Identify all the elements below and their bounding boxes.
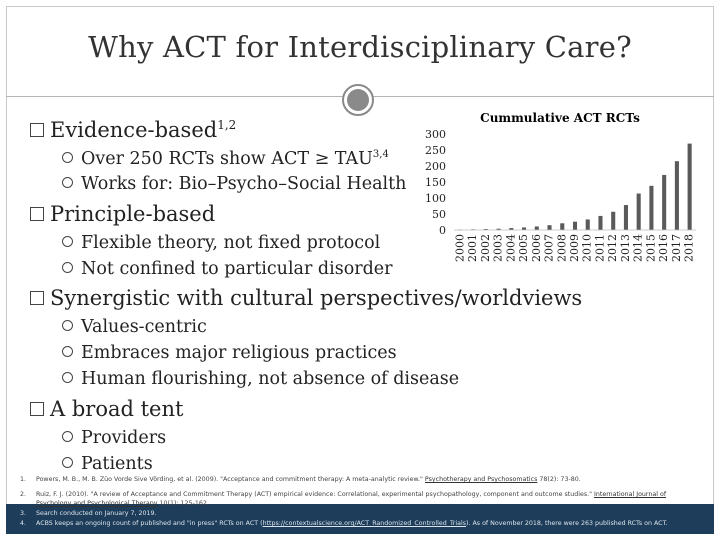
- bullet-text: Principle-based: [50, 202, 216, 226]
- bullet-over-250-rcts: [62, 149, 389, 169]
- y-tick-label: 0: [439, 224, 446, 237]
- bullet-synergistic: [30, 286, 582, 310]
- footnote-2-cont: [20, 500, 209, 507]
- circle-bullet-icon: [62, 431, 73, 442]
- bar-2014: [637, 194, 641, 230]
- bullet-text: A broad tent: [50, 397, 184, 421]
- bullet-text: Not confined to particular disorder: [81, 259, 393, 279]
- rct-bar-chart: [410, 108, 700, 268]
- bar-2013: [624, 205, 628, 230]
- footnote-number: 2.: [20, 491, 27, 498]
- bar-2015: [649, 186, 653, 230]
- x-tick-label: 2001: [466, 234, 480, 262]
- y-tick-label: 50: [432, 208, 446, 221]
- bar-2008: [560, 223, 564, 230]
- bullet-patients: [62, 454, 153, 474]
- circle-bullet-icon: [62, 262, 73, 273]
- x-tick-label: 2018: [682, 234, 696, 262]
- bullet-text: Synergistic with cultural perspectives/worldviews: [50, 286, 583, 310]
- x-tick-label: 2015: [644, 234, 658, 262]
- circle-bullet-icon: [62, 177, 73, 188]
- bullet-text: Evidence-based: [50, 118, 218, 142]
- circle-bullet-icon: [62, 320, 73, 331]
- citation-superscript: 3,4: [372, 149, 389, 161]
- divider-circle-ornament: [342, 84, 374, 116]
- circle-bullet-icon: [62, 372, 73, 383]
- bar-series: [458, 144, 691, 231]
- citation-superscript: 1,2: [217, 118, 237, 132]
- bullet-human-flourishing: [62, 369, 459, 389]
- x-tick-label: 2005: [517, 234, 531, 262]
- footnote-text: Ruiz, F. J. (2010). "A review of Acceptance and Commitment Therapy (ACT) empirical evidence: Correlational, experimental psychopathology, component and outcome studies.": [36, 491, 595, 498]
- footnote-journal-link[interactable]: Psychology and Psychological Therapy: [36, 500, 158, 507]
- x-tick-label: 2004: [504, 234, 518, 262]
- y-tick-label: 300: [425, 128, 446, 141]
- x-tick-label: 2007: [542, 234, 556, 262]
- x-axis: [453, 230, 696, 262]
- footnote-text-after: 78(2): 73-80.: [537, 476, 581, 483]
- bullet-text: Works for: Bio–Psycho–Social Health: [81, 174, 407, 194]
- bullet-values-centric: [62, 317, 207, 337]
- footnote-journal-link[interactable]: Psychotherapy and Psychosomatics: [424, 476, 538, 483]
- x-tick-label: 2011: [593, 234, 607, 262]
- x-tick-label: 2000: [453, 234, 467, 262]
- bar-2018: [688, 144, 692, 230]
- footnote-3: [20, 510, 157, 517]
- footnote-2: [20, 491, 666, 498]
- x-tick-label: 2010: [580, 234, 594, 262]
- bullet-principle-based: [30, 202, 215, 226]
- bullet-text: Flexible theory, not fixed protocol: [81, 233, 381, 253]
- square-bullet-icon: [30, 402, 44, 416]
- bar-2010: [586, 219, 590, 230]
- footnote-1: [20, 476, 581, 483]
- bullet-text: Over 250 RCTs show ACT ≥ TAU: [81, 149, 373, 169]
- square-bullet-icon: [30, 207, 44, 221]
- x-tick-label: 2012: [606, 234, 620, 262]
- y-axis: [425, 128, 446, 237]
- x-tick-label: 2006: [529, 234, 543, 262]
- footnote-number: 3.: [20, 510, 27, 517]
- footnote-text: Powers, M. B., M. B. Züo Vorde Sive Vörding, et al. (2009). "Acceptance and commitment therapy: A meta-analytic review.": [36, 476, 425, 483]
- x-tick-label: 2017: [669, 234, 683, 262]
- x-tick-label: 2002: [478, 234, 492, 262]
- square-bullet-icon: [30, 123, 44, 137]
- x-tick-label: 2013: [618, 234, 632, 262]
- footnote-journal-link[interactable]: International Journal of: [594, 491, 667, 498]
- bullet-text: Values-centric: [81, 317, 207, 337]
- bullet-not-confined: [62, 259, 393, 279]
- circle-bullet-icon: [62, 236, 73, 247]
- circle-bullet-icon: [62, 152, 73, 163]
- bar-2016: [662, 175, 666, 230]
- y-tick-label: 200: [425, 160, 446, 173]
- bar-2007: [547, 225, 551, 230]
- bullet-evidence-based: [30, 118, 236, 142]
- footnote-number: 1.: [20, 476, 27, 483]
- x-tick-label: 2003: [491, 234, 505, 262]
- footnote-band: [6, 504, 714, 534]
- x-tick-label: 2009: [568, 234, 581, 262]
- footnote-text: ACBS keeps an ongoing count of published and "in press" RCTs on ACT (: [36, 520, 263, 527]
- y-tick-label: 150: [425, 176, 446, 189]
- footnote-number: 4.: [20, 520, 27, 527]
- x-tick-label: 2008: [555, 234, 569, 262]
- footnote-text-after: 10(1): 125-162.: [157, 500, 209, 507]
- bar-2012: [611, 212, 615, 230]
- circle-bullet-icon: [62, 457, 73, 468]
- circle-bullet-icon: [62, 346, 73, 357]
- x-tick-label: 2014: [631, 234, 645, 262]
- bar-2011: [598, 216, 602, 230]
- bullet-religious-practices: [62, 343, 397, 363]
- bar-2017: [675, 161, 679, 230]
- bullet-text: Providers: [81, 428, 167, 448]
- bullet-broad-tent: [30, 397, 183, 421]
- bullet-text: Human flourishing, not absence of disease: [81, 369, 460, 389]
- square-bullet-icon: [30, 291, 44, 305]
- footnote-text-after: ). As of November 2018, there were 263 published RCTs on ACT.: [466, 520, 668, 527]
- y-tick-label: 100: [425, 192, 446, 205]
- chart-title: Cummulative ACT RCTs: [480, 111, 640, 125]
- y-tick-label: 250: [425, 144, 446, 157]
- bar-2009: [573, 222, 577, 230]
- footnote-url-link[interactable]: https://contextualscience.org/ACT_Randomized_Controlled_Trials: [262, 520, 467, 527]
- footnote-text: Search conducted on January 7, 2019.: [36, 510, 157, 517]
- bullet-providers: [62, 428, 166, 448]
- slide-title: Why ACT for Interdisciplinary Care?: [88, 30, 632, 64]
- bullet-text: Embraces major religious practices: [81, 343, 397, 363]
- bullet-works-for: [62, 174, 406, 194]
- bullet-flexible-theory: [62, 233, 380, 253]
- bar-2006: [535, 226, 539, 230]
- x-tick-label: 2016: [657, 234, 671, 262]
- bullet-text: Patients: [81, 454, 153, 474]
- footnote-4: [20, 520, 668, 527]
